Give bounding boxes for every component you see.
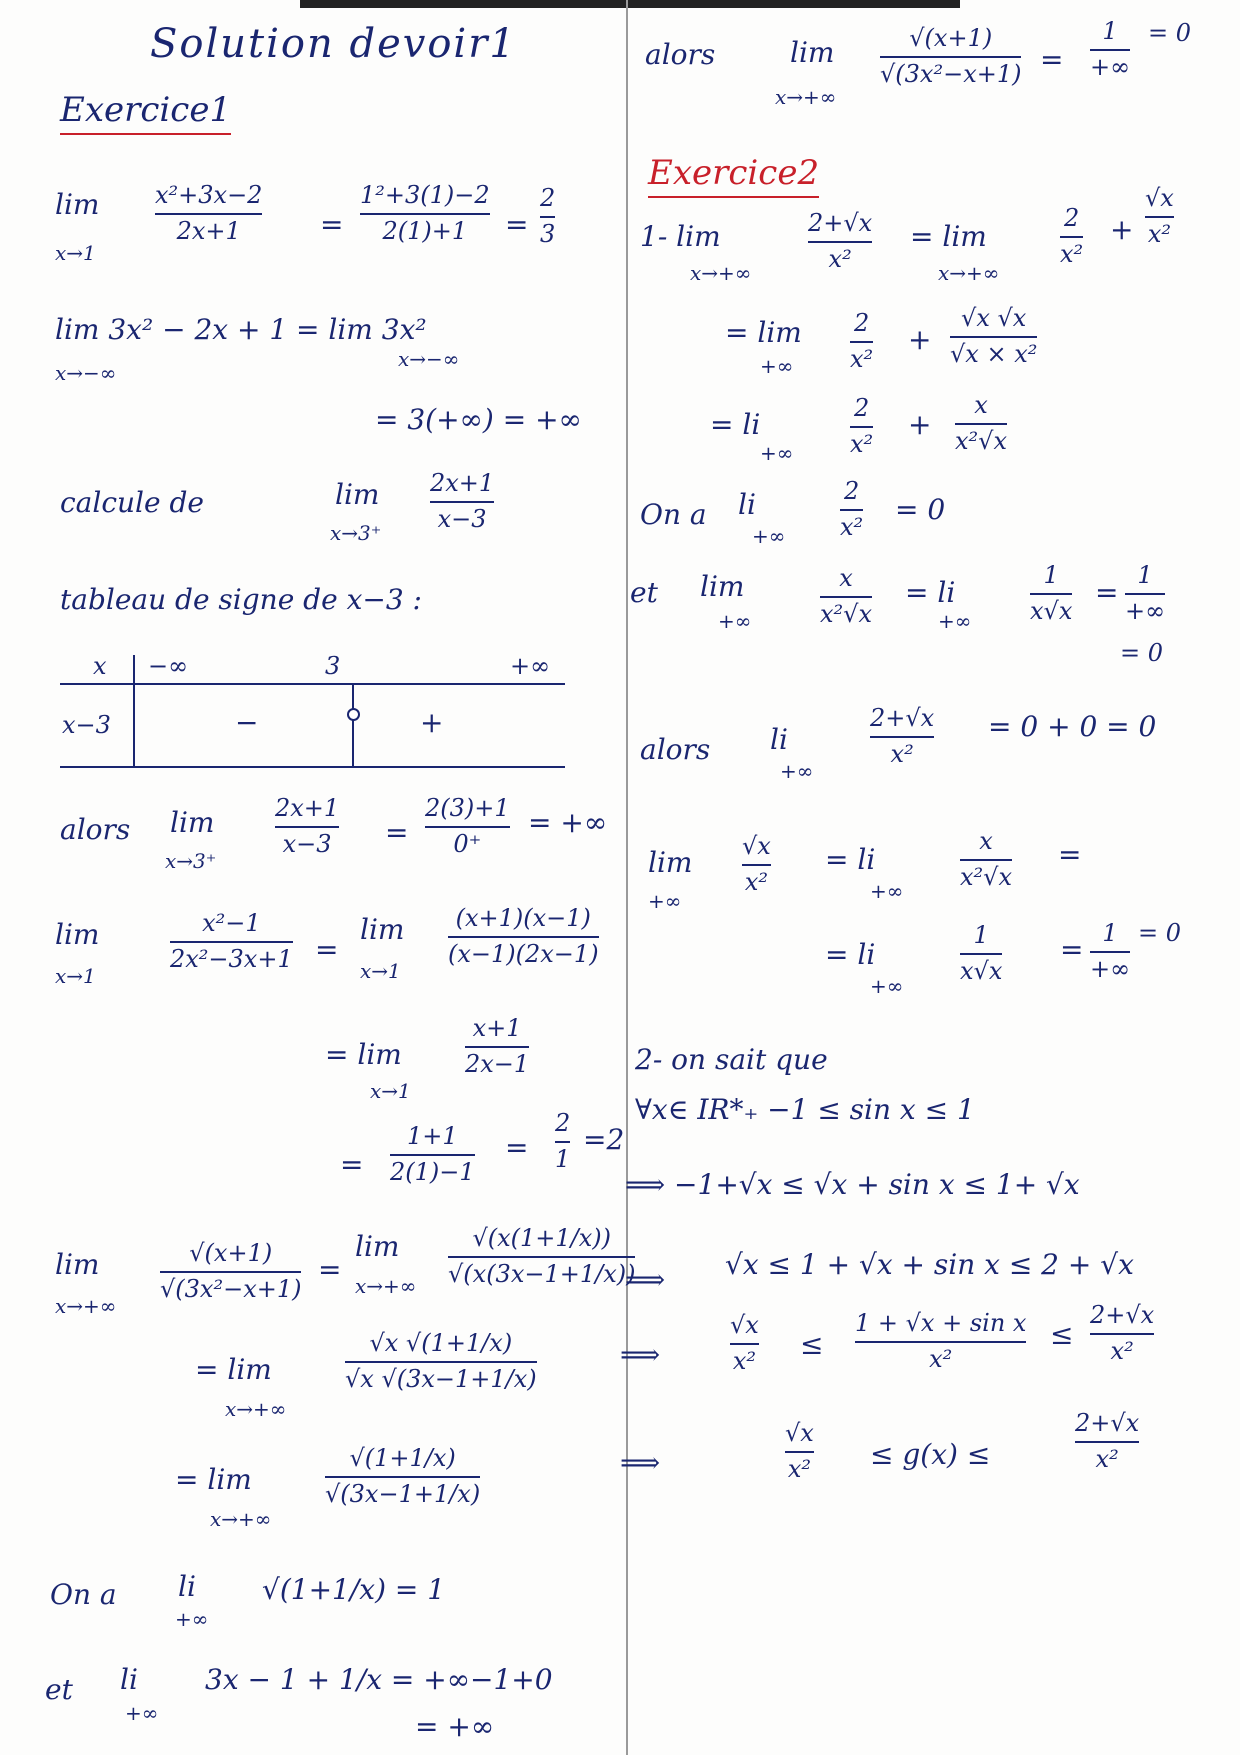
lim-label: lim xyxy=(648,846,693,879)
lim-sub: x→−∞ xyxy=(55,361,117,385)
implies: ⟹ xyxy=(625,1263,666,1296)
lim-sub: +∞ xyxy=(780,759,814,783)
expression: √(1+1/x) = 1 xyxy=(262,1573,446,1606)
lim-label: li xyxy=(178,1570,196,1603)
lim-label: = li xyxy=(825,843,876,876)
lim-sub: +∞ xyxy=(752,524,786,548)
result: = 3(+∞) = +∞ xyxy=(375,403,582,436)
fraction: 2 x² xyxy=(840,477,864,541)
text: On a xyxy=(640,498,707,531)
fraction: x x²√x xyxy=(820,564,872,628)
lim-sub: +∞ xyxy=(718,609,752,633)
fraction: √x x² xyxy=(730,1311,759,1375)
lim-sub: x→+∞ xyxy=(210,1507,272,1531)
lim-label: lim xyxy=(55,918,100,951)
plus: + xyxy=(908,408,932,441)
equals: = xyxy=(1095,576,1119,609)
fraction: √(x+1) √(3x²−x+1) xyxy=(160,1239,302,1303)
equals: = xyxy=(1060,933,1084,966)
lim-sub: +∞ xyxy=(648,889,682,913)
fraction: 1 x√x xyxy=(960,921,1003,985)
text: calcule de xyxy=(60,486,204,519)
table-cell: −∞ xyxy=(148,652,189,680)
expression: √x ≤ 1 + √x + sin x ≤ 2 + √x xyxy=(725,1248,1134,1281)
text: ⟹ −1+√x ≤ √x + sin x ≤ 1+ √x xyxy=(625,1168,1080,1201)
fraction: 2+√x x² xyxy=(1090,1301,1155,1365)
fraction: 1 x√x xyxy=(1030,561,1073,625)
lim-label: lim xyxy=(55,188,100,221)
equals: = xyxy=(320,208,344,241)
zero-marker xyxy=(347,708,360,721)
fraction: 1 +∞ xyxy=(1090,919,1131,983)
equals: = xyxy=(340,1148,364,1181)
lim-sub: +∞ xyxy=(760,354,794,378)
lim-label: = lim xyxy=(195,1353,272,1386)
table-cell: x−3 xyxy=(62,711,111,739)
table-cell: +∞ xyxy=(510,652,551,680)
lim-label: 1- lim xyxy=(640,220,721,253)
result: = 0 + 0 = 0 xyxy=(988,710,1157,743)
fraction: x x²√x xyxy=(955,391,1007,455)
fraction: x+1 2x−1 xyxy=(465,1014,530,1078)
fraction: √(x+1) √(3x²−x+1) xyxy=(880,24,1022,88)
fraction: 2 x² xyxy=(850,309,874,373)
table-line xyxy=(352,683,354,766)
text: alors xyxy=(640,733,711,766)
expression: ≤ g(x) ≤ xyxy=(870,1438,991,1471)
lim-sub: x→1 xyxy=(360,959,401,983)
lim-label: lim xyxy=(170,806,215,839)
fraction: √x √x √x × x² xyxy=(950,304,1038,368)
equals: = xyxy=(318,1253,342,1286)
lim-sub: x→3⁺ xyxy=(165,849,217,873)
lim-label: = lim xyxy=(175,1463,252,1496)
table-line xyxy=(133,655,135,767)
result: = +∞ xyxy=(528,806,608,839)
table-cell: 3 xyxy=(325,652,341,680)
fraction: 1 +∞ xyxy=(1125,561,1166,625)
implies: ⟹ xyxy=(620,1338,661,1371)
text: et xyxy=(630,576,658,609)
fraction: 2x+1 x−3 xyxy=(275,794,340,858)
result: = 0 xyxy=(1138,919,1182,947)
fraction: 1 + √x + sin x x² xyxy=(855,1309,1027,1373)
fraction: 2 1 xyxy=(555,1109,571,1173)
lim-label: = li xyxy=(825,938,876,971)
lim-label: lim xyxy=(335,478,380,511)
fraction: 2(3)+1 0⁺ xyxy=(425,794,510,858)
equals: = xyxy=(1040,43,1064,76)
lim-sub: x→−∞ xyxy=(398,347,460,371)
text: ∀x∈ IR*₊ −1 ≤ sin x ≤ 1 xyxy=(635,1093,975,1126)
fraction: 2+√x x² xyxy=(870,704,935,768)
fraction: 1 +∞ xyxy=(1090,17,1131,81)
column-divider xyxy=(626,0,628,1755)
text: alors xyxy=(645,38,716,71)
fraction: 2+√x x² xyxy=(1075,1409,1140,1473)
table-line xyxy=(60,766,565,768)
lim-label: lim xyxy=(790,36,835,69)
lim-sub: x→+∞ xyxy=(938,261,1000,285)
lim-sub: x→1 xyxy=(55,964,96,988)
le: ≤ xyxy=(800,1328,824,1361)
lim-sub: +∞ xyxy=(175,1607,209,1631)
fraction: x x²√x xyxy=(960,827,1012,891)
text: et xyxy=(45,1673,73,1706)
implies: ⟹ xyxy=(620,1446,661,1479)
fraction: √x x² xyxy=(742,832,771,896)
fraction: (x+1)(x−1) (x−1)(2x−1) xyxy=(448,904,599,968)
lim-sub: +∞ xyxy=(870,974,904,998)
equals: = xyxy=(315,933,339,966)
scan-edge xyxy=(300,0,960,8)
table-cell: − xyxy=(235,706,259,739)
lim-label: = lim xyxy=(910,220,987,253)
lim-label: lim xyxy=(700,570,745,603)
lim-sub: x→3⁺ xyxy=(330,521,382,545)
text: alors xyxy=(60,813,131,846)
plus: + xyxy=(908,323,932,356)
fraction: √x x² xyxy=(1145,184,1174,248)
le: ≤ xyxy=(1050,1318,1074,1351)
equals: = xyxy=(385,816,409,849)
equals: = xyxy=(505,1131,529,1164)
lim-sub: x→1 xyxy=(370,1079,411,1103)
lim-label: = li xyxy=(905,576,956,609)
lim-label: li xyxy=(738,488,756,521)
fraction: x²+3x−2 2x+1 xyxy=(155,181,263,245)
fraction: √x x² xyxy=(785,1419,814,1483)
fraction: 2x+1 x−3 xyxy=(430,469,495,533)
fraction: x²−1 2x²−3x+1 xyxy=(170,909,293,973)
lim-sub: x→+∞ xyxy=(55,1294,117,1318)
equals: = xyxy=(1058,838,1082,871)
lim-sub: x→+∞ xyxy=(355,1274,417,1298)
lim-sub: x→+∞ xyxy=(225,1397,287,1421)
page-title: Solution devoir1 xyxy=(150,21,517,67)
result: = +∞ xyxy=(415,1710,495,1743)
fraction: √(x(1+1/x)) √(x(3x−1+1/x)) xyxy=(448,1224,636,1288)
result: = 0 xyxy=(1120,639,1164,667)
table-cell: + xyxy=(420,706,444,739)
lim-sub: +∞ xyxy=(760,441,794,465)
exercise2-heading: Exercice2 xyxy=(648,155,819,198)
lim-label: lim xyxy=(360,913,405,946)
lim-sub: +∞ xyxy=(870,879,904,903)
lim-sub: x→+∞ xyxy=(775,85,837,109)
result: =2 xyxy=(583,1123,625,1156)
exercise1-heading: Exercice1 xyxy=(60,92,231,135)
result: = 0 xyxy=(1148,19,1192,47)
lim-sub: x→+∞ xyxy=(690,261,752,285)
lim-sub: +∞ xyxy=(125,1701,159,1725)
fraction: 2+√x x² xyxy=(808,209,873,273)
lim-label: li xyxy=(770,723,788,756)
lim-label: = li xyxy=(710,408,761,441)
lim-label: li xyxy=(120,1663,138,1696)
lim-label: = lim xyxy=(325,1038,402,1071)
result: = 0 xyxy=(895,493,946,526)
fraction: √x √(1+1/x) √x √(3x−1+1/x) xyxy=(345,1329,537,1393)
text: 2- on sait que xyxy=(635,1043,828,1076)
expression: 3x − 1 + 1/x = +∞−1+0 xyxy=(205,1663,553,1696)
plus: + xyxy=(1110,213,1134,246)
expression: lim 3x² − 2x + 1 = lim 3x² xyxy=(55,313,427,346)
fraction: √(1+1/x) √(3x−1+1/x) xyxy=(325,1444,481,1508)
lim-sub: +∞ xyxy=(938,609,972,633)
table-line xyxy=(60,683,565,685)
table-cell: x xyxy=(93,652,107,680)
text: On a xyxy=(50,1578,117,1611)
lim-sub: x→1 xyxy=(55,241,96,265)
fraction: 1+1 2(1)−1 xyxy=(390,1122,475,1186)
fraction: 2 x² xyxy=(1060,204,1084,268)
text: tableau de signe de x−3 : xyxy=(60,583,422,616)
lim-label: lim xyxy=(55,1248,100,1281)
fraction: 2 x² xyxy=(850,394,874,458)
lim-label: lim xyxy=(355,1230,400,1263)
lim-label: = lim xyxy=(725,316,802,349)
equals: = xyxy=(505,208,529,241)
fraction: 1²+3(1)−2 2(1)+1 xyxy=(360,181,490,245)
fraction: 2 3 xyxy=(540,184,556,248)
